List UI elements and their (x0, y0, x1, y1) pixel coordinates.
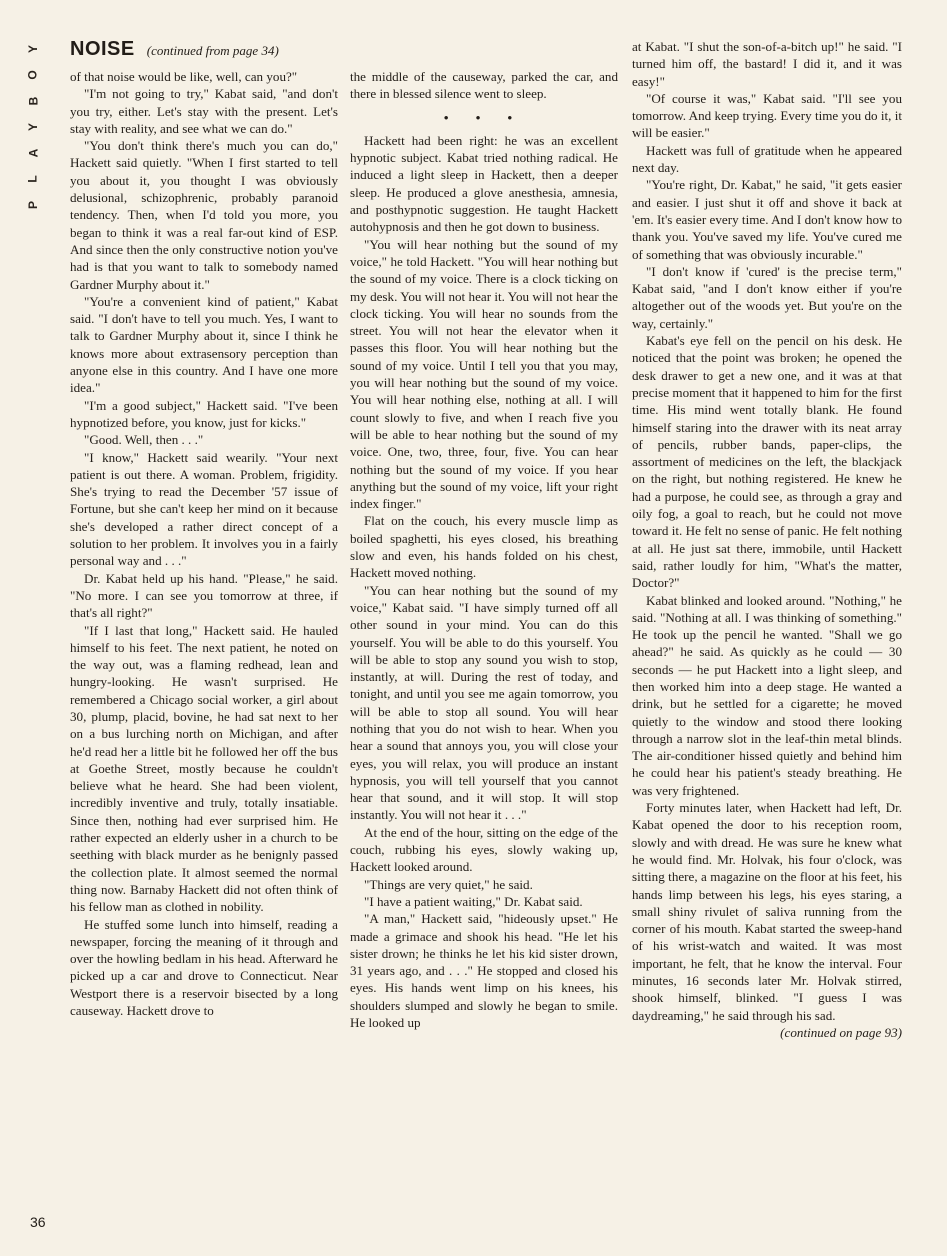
logo-letter: B (25, 96, 40, 106)
paragraph: "I'm not going to try," Kabat said, "and don't you try, either. Let's stay with the present. Let's stay with reality, and see what we can do." (70, 86, 338, 136)
paragraph: "Things are very quiet," he said. (364, 876, 533, 892)
paragraph: Hackett was full of gratitude when he appeared next day. (632, 142, 902, 176)
article-title: NOISE (70, 38, 135, 60)
paragraph: "You're right, Dr. Kabat," he said, "it gets easier and easier. I just shut it off and shove it back at 'em. It's easier every time. And I don't know how to thank you. You've saved my life. You've cured me of something that was obviously incurable." (632, 177, 902, 262)
paragraph: "A man," Hackett said, "hideously upset." He made a grimace and shook his head. "He let his sister drown; he thinks he let his kid sister drown, 31 years ago, and . . ." He stopped and closed his eyes. His hands went limp on his knees, his shoulders slumped and slowly he began to smile. He looked up (350, 911, 618, 1031)
paragraph: "I'm a good subject," Hackett said. "I've been hypnotized before, you know, just for kicks." (70, 397, 338, 430)
text-column-3 (632, 38, 902, 1041)
logo-letter: Y (25, 44, 40, 54)
text-column-1 (70, 68, 338, 1019)
paragraph: "I know," Hackett said wearily. "Your next patient is out there. A woman. Problem, frigidity. She's trying to read the December '57 issue of Fortune, but she can't keep her mind on it because she's developed a rather direct concept of a solution to her problem. It involves you in a fairly personal way and . . ." (70, 449, 338, 569)
paragraph: He stuffed some lunch into himself, reading a newspaper, forcing the meaning of it through and over the howling bedlam in his head. Afterward he picked up a car and drove to Connecticut. Near Westport there is a reservoir bisected by a long causeway. Hackett drove to (70, 916, 338, 1019)
paragraph: "You don't think there's much you can do," Hackett said quietly. "When I first started to tell you about it, you thought I was obviously delusional, schizophrenic, probably paranoid tendency. Then, when I'd told you more, you began to think it was a real far-out kind of ESP. And since then the only constructive notion you've had is that you want to talk to somebody named Gardner Murphy about it." (70, 138, 338, 292)
paragraph: Dr. Kabat held up his hand. "Please," he said. "No more. I can see you tomorrow at three, if that's all right?" (70, 570, 338, 621)
paragraph: Kabat blinked and looked around. "Nothing," he said. "Nothing at all. I was thinking of something." He took up the pencil he wanted. "Shall we go ahead?" he said. As quickly as he could — 30 seconds — he put Hackett into a light sleep, and then worked him into a deep stage. He wanted a drink, but he settled for a cigarette; he moved quietly to the window and stood there looking through a narrow slot in the leaf-thin metal blinds. The air-conditioner hissed quietly and behind him he could hear his patient's steady breathing. He was very frightened. (632, 592, 902, 798)
logo-letter: O (26, 70, 40, 80)
logo-letter: L (26, 175, 40, 183)
paragraph: "Good. Well, then . . ." (84, 432, 204, 448)
page-number: 36 (30, 1214, 46, 1230)
continued-from: (continued from page 34) (146, 43, 279, 58)
logo-letter: Y (25, 122, 40, 132)
paragraph: Hackett had been right: he was an excellent hypnotic subject. Kabat tried nothing radical. He induced a light sleep in Hackett, then a deeper sleep. He produced a glove anesthesia, amnesia, and posthypnotic suggestion. He taught Hackett autohypnosis and then he got down to business. (350, 132, 618, 235)
paragraph: Forty minutes later, when Hackett had left, Dr. Kabat opened the door to his reception room, slowly and with dread. He was sure he knew what he would find. Mr. Holvak, his four o'clock, was sitting there, a magazine on the floor at his feet, his hands limp between his legs, his eyes staring, a small shiny rivulet of saliva running from the corner of his mouth. Kabat started the sweep-hand of his wrist-watch and waited. It was most important, he felt, that he know the interval. Four minutes, 16 seconds later Mr. Holvak stirred, shook himself, blinked. "I guess I was daydreaming," he said through his sad. (632, 800, 902, 1023)
side-logo (26, 36, 40, 218)
paragraph: "You're a convenient kind of patient," Kabat said. "I don't have to tell you much. Yes, I want to talk to Gardner Murphy about it, since I think he knows more about extrasensory perception than anyone else in this country. And I have one more idea." (70, 293, 338, 396)
paragraph: "If I last that long," Hackett said. He hauled himself to his feet. The next patient, he noted on the way out, was a flaming redhead, lean and hungry-looking. He wasn't surprised. He remembered a Chicago social worker, a girl about 30, plump, placid, bovine, he had sat next to her on a bus lurching north on Michigan, and after he'd read her a little bit he followed her off the bus at Goethe Street, mostly because he couldn't believe what he heard. She had been violent, incredibly inventive and truly, totally insatiable. Since then, nothing had ever surprised him. He rather expected an elderly usher in a church to be seething with black murder as he benignly passed the collection plate. It almost seemed the normal thing now. Barnaby Hackett did not often think of his fellow man as clothed in nobility. (70, 622, 338, 915)
continued-on: (continued on page 93) (780, 1024, 902, 1040)
paragraph: "Of course it was," Kabat said. "I'll see you tomorrow. And keep trying. Every time you do it, it will be easier." (632, 90, 902, 141)
logo-letter: P (25, 200, 40, 210)
paragraph: "I don't know if 'cured' is the precise term," Kabat said, "and I don't know either if you're altogether out of the woods yet. But you're on the way, certainly." (632, 263, 902, 331)
logo-letter: A (25, 148, 40, 158)
paragraph: "You will hear nothing but the sound of my voice," he told Hackett. "You will hear nothing but the sound of my voice. There is a clock ticking on my desk. You will not hear it. You will not hear the clock ticking. You will hear no sounds from the street. You will not hear the elevator when it passes this floor. You will hear nothing but the sound of my voice. Until I tell you that you may, you will hear nothing but the sound of my voice. You will hear nothing else, nothing at all. I will count slowly to five, and when I reach five you will be able to hear nothing but the sound of my voice. One, two, three, four, five. You can hear nothing but the sound of my voice. If you hear anything but the sound of my voice, lift your right index finger." (350, 236, 618, 512)
paragraph: Kabat's eye fell on the pencil on his desk. He noticed that the point was broken; he opened the desk drawer to get a new one, and it was at that precise moment that it happened to him for the first time. His mind went totally blank. He found himself staring into the drawer with its neat array of pencils, rubber bands, paper-clips, the assortment of medicines on the left, the blackjack on the right, but nothing registered. He knew he had a purpose, he could see, as through a gray and oily fog, a goal to reach, but he could not move toward it. He felt no sense of panic. He felt nothing at all. He just sat there, immobile, until Hackett said, rather loudly for him, "What's the matter, Doctor?" (632, 333, 902, 591)
article-header (70, 38, 279, 61)
paragraph: At the end of the hour, sitting on the edge of the couch, rubbing his eyes, slowly waking up, Hackett looked around. (350, 824, 618, 875)
paragraph: Flat on the couch, his every muscle limp as boiled spaghetti, his eyes closed, his breathing slow and even, his hands folded on his chest, Hackett moved nothing. (350, 513, 618, 581)
paragraph: "I have a patient waiting," Dr. Kabat said. (364, 893, 583, 909)
paragraph: "You can hear nothing but the sound of my voice," Kabat said. "I have simply turned off all other sound in your mind. You can do this yourself. You will be able to do this yourself. You will be able to stop any sound you wish to stop, instantly, at will. During the rest of today, and tonight, and until you see me again tomorrow, you will be able to stop all sound. You will hear nothing that you do not wish to hear. When you hear a sound that annoys you, you will close your eyes, you will relax, you will produce an instant hypnosis, you will tell yourself that you cannot hear that sound, and it will stop. It will stop instantly. You will not hear it . . ." (350, 582, 618, 823)
text-column-2 (350, 68, 618, 1031)
paragraph: of that noise would be like, well, can you?" (70, 69, 298, 84)
paragraph: the middle of the causeway, parked the car, and there in blessed silence went to sleep. (350, 69, 618, 102)
section-separator: • • • (443, 109, 525, 125)
paragraph: at Kabat. "I shut the son-of-a-bitch up!" he said. "I turned him off, the bastard! I did it, and it was easy!" (632, 39, 902, 89)
